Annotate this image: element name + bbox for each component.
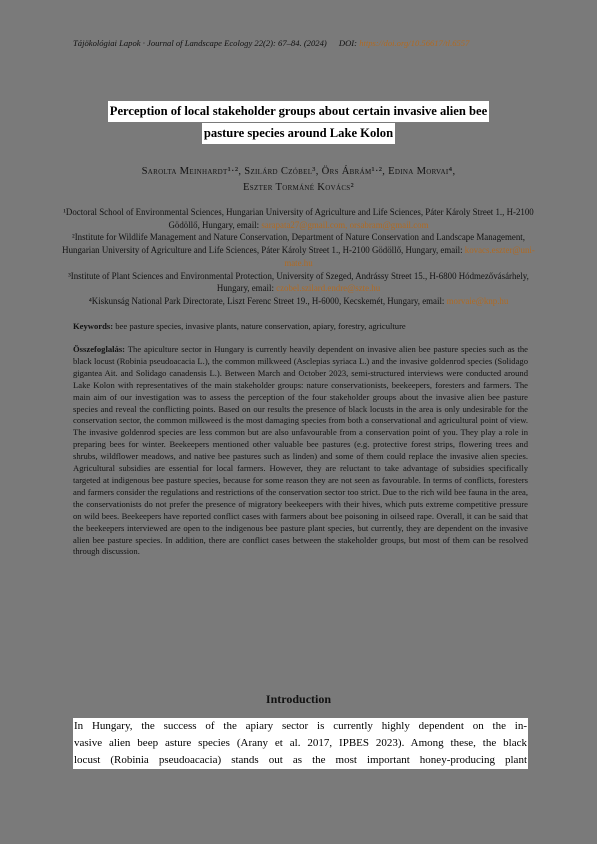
- doi-label: DOI:: [338, 38, 358, 48]
- affiliation-3-text: ³Institute of Plant Sciences and Environmental Protection, University of Szeged, Andrássy Street 15., H-6800 Hódmezővásárhely, Hungary, email:: [68, 270, 529, 294]
- journal-citation: Tájökológiai Lapok · Journal of Landscape Ecology 22(2): 67–84. (2024): [73, 38, 327, 48]
- affiliation-1: [60, 206, 537, 231]
- intro-line-2: vasive alien beep asture species (Arany et al. 2017, IPBES 2023). Among these, the black: [73, 735, 528, 752]
- affiliation-2-text: ²Institute for Wildlife Management and Nature Conservation, Department of Nature Conservation and Landscape Management, Hungarian University of Agriculture and Life Sciences, Páter Károly Street 1., H-2100 Gödöllő, Hungary, email:: [62, 232, 525, 256]
- affiliations: [60, 206, 537, 308]
- affiliation-1-text: ¹Doctoral School of Environmental Sciences, Hungarian University of Agriculture and Life Sciences, Páter Károly Street 1., H-2100 Gödöllő, Hungary, email:: [63, 207, 534, 230]
- affiliation-4-text: ⁴Kiskunság National Park Directorate, Liszt Ferenc Street 19., H-6000, Kecskemét, Hungary, email:: [88, 295, 447, 306]
- affiliation-3: [60, 270, 537, 295]
- intro-line-1: In Hungary, the success of the apiary sector is currently highly dependent on the in-: [73, 718, 528, 735]
- author-line-1: Sarolta Meinhardt¹·², Szilárd Czóbel³, Örs Ábrám¹·², Edina Morvai⁴,: [141, 166, 456, 177]
- introduction-text: [73, 718, 528, 769]
- paper-title: [0, 100, 597, 144]
- title-line-1: Perception of local stakeholder groups about certain invasive alien bee: [108, 101, 489, 122]
- affiliation-2-email[interactable]: kovacs.eszter@uni-mate.hu: [284, 245, 535, 268]
- affiliation-4: [60, 295, 537, 308]
- author-list: [60, 164, 537, 196]
- affiliation-1-email[interactable]: sarapata27@gmail.com, orsabram@gmail.com: [261, 219, 429, 230]
- affiliation-4-email[interactable]: morvaie@knp.hu: [446, 295, 509, 306]
- keywords-text: bee pasture species, invasive plants, nature conservation, apiary, forestry, agriculture: [113, 321, 406, 331]
- title-line-2: pasture species around Lake Kolon: [202, 123, 395, 144]
- abstract-text: The apiculture sector in Hungary is currently heavily dependent on invasive alien bee pasture species such as the black locust (Robinia pseudoacacia L.), the common milkweed (Asclepias syriaca L.) and the invasive goldenrod species (Solidago gigantea Ait. and Solidago canadensis L.). Between March and October 2023, semi-structured interviews were conducted around Lake Kolon with representatives of the main stakeholder groups: nature conservationists, beekeepers, foresters and farmers. The main aim of our investigation was to assess the perception of the four stakeholder groups about the invasive alien bee pasture species and reveal the conflicting points. Based on our results the presence of black locusts in the area is only undesirable for the conservation sector, the common milkweed is the most damaging species from both a conservational and agricultural point of view. The invasive goldenrod species are less common but are also unfavourable from a conservation point of you. They play a role in preparing bees for winter. Beekeepers mentioned other valuable bee pastures (e.g. protective forest strips, flowering trees and shrubs, wildflower meadows, and native bee pastures such as linden) and some of them could replace the invasive alien species. Agricultural subsidies are essential for local farmers. However, they are reluctant to take advantage of subsidies specifically targeted at indigenous bee pasture species, because for some reason they are not seen as favourable. In terms of conflicts, foresters and farmers consider the regulations and restrictions of the conservation sector too strict. Due to the rich wild bee fauna in the area, the conservationists do not prefer the presence of migratory beekeepers with their hives, which puts extreme competitive pressure on wild bees. Beekeepers have reported conflict cases with farmers about bee poisoning in oilseed rape. Overall, it can be said that the beekeepers interviewed are open to the indigenous bee pasture plant species, but currently, they are dependent on the invasive alien bee pasture species. In addition, there are conflict cases between the stakeholder groups, but most of them can be resolved through discussion.: [73, 344, 528, 557]
- journal-header: [73, 38, 528, 48]
- section-heading-introduction: Introduction: [265, 692, 332, 706]
- intro-line-3: locust (Robinia pseudoacacia) stands out as the most important honey-producing plant: [73, 752, 528, 769]
- abstract: [73, 344, 528, 558]
- affiliation-3-email[interactable]: czobel.szilard.endre@szte.hu: [276, 283, 381, 294]
- author-line-2: Eszter Tormáné Kovács²: [243, 182, 354, 193]
- keywords: [73, 320, 528, 332]
- abstract-label: Összefoglalás:: [73, 344, 126, 354]
- doi-link[interactable]: https://doi.org/10.56617/tl.6557: [359, 38, 470, 48]
- affiliation-2: [60, 231, 537, 269]
- keywords-label: Keywords:: [73, 321, 114, 331]
